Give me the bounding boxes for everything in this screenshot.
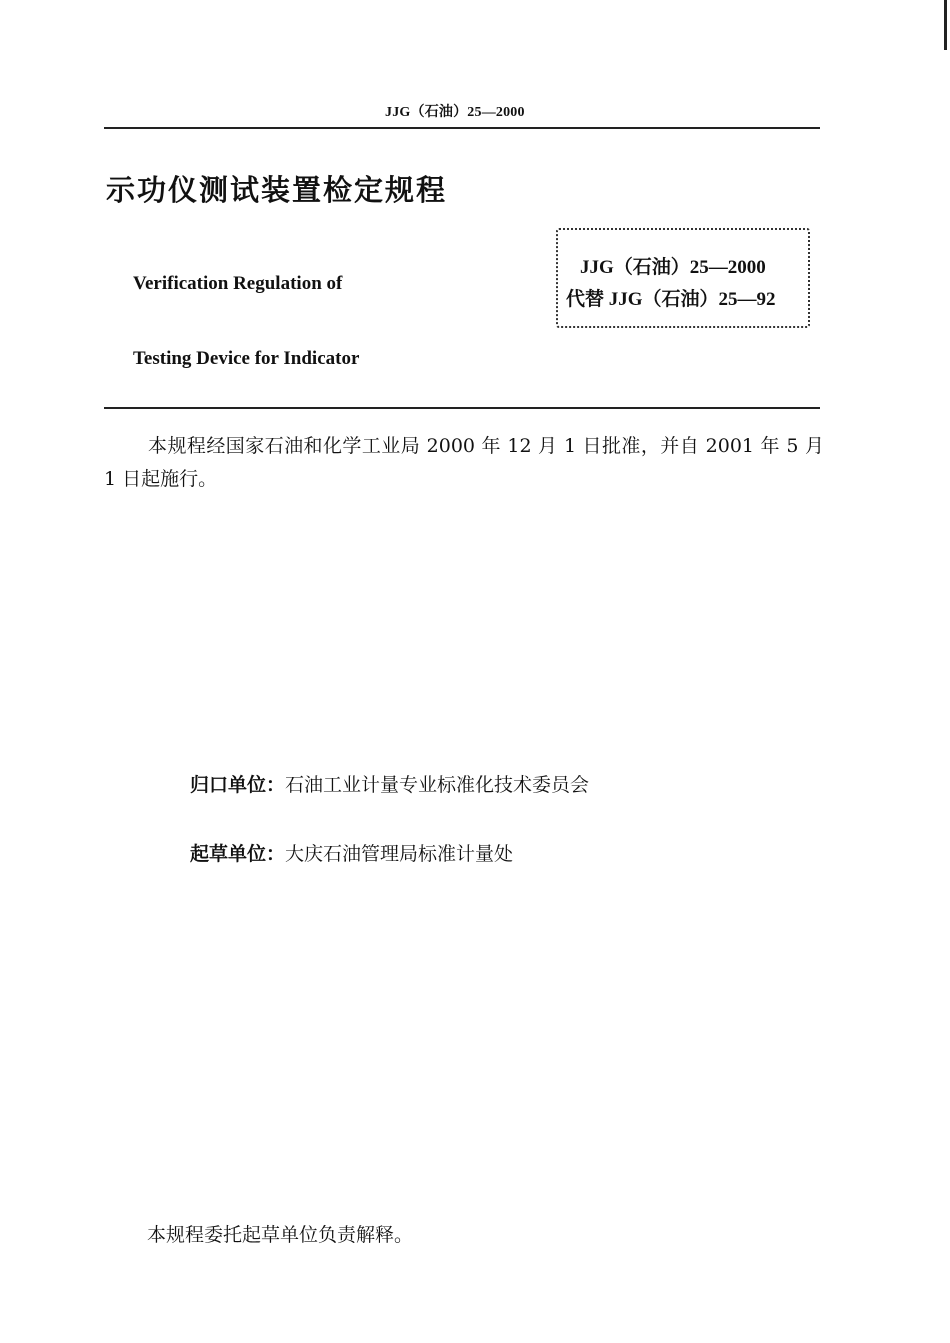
title-block-rule (104, 407, 820, 409)
interpretation-note: 本规程委托起草单位负责解释。 (147, 1224, 414, 1246)
document-title-english-line2: Testing Device for Indicator (133, 348, 360, 369)
document-title-chinese: 示功仪测试装置检定规程 (106, 173, 448, 207)
approval-statement: 本规程经国家石油和化学工业局 2000 年 12 月 1 日批准，并自 2001 年 5 月 1 日起施行。 (104, 435, 824, 490)
header-rule (104, 127, 820, 129)
drafting-unit-value: 大庆石油管理局标准计量处 (285, 843, 514, 865)
responsible-unit-label: 归口单位： (190, 774, 286, 796)
drafting-unit-label: 起草单位： (190, 843, 286, 865)
standard-number: JJG（石油）25—2000 (580, 257, 766, 278)
responsible-unit-row (190, 770, 589, 797)
document-title-english-line1: Verification Regulation of (133, 273, 343, 294)
page-edge-mark (944, 0, 947, 50)
running-header-code: JJG（石油）25—2000 (385, 105, 525, 120)
replaces-standard-number: 代替 JJG（石油）25—92 (566, 289, 776, 310)
responsible-unit-value: 石油工业计量专业标准化技术委员会 (285, 774, 590, 796)
drafting-unit-row (190, 839, 513, 866)
